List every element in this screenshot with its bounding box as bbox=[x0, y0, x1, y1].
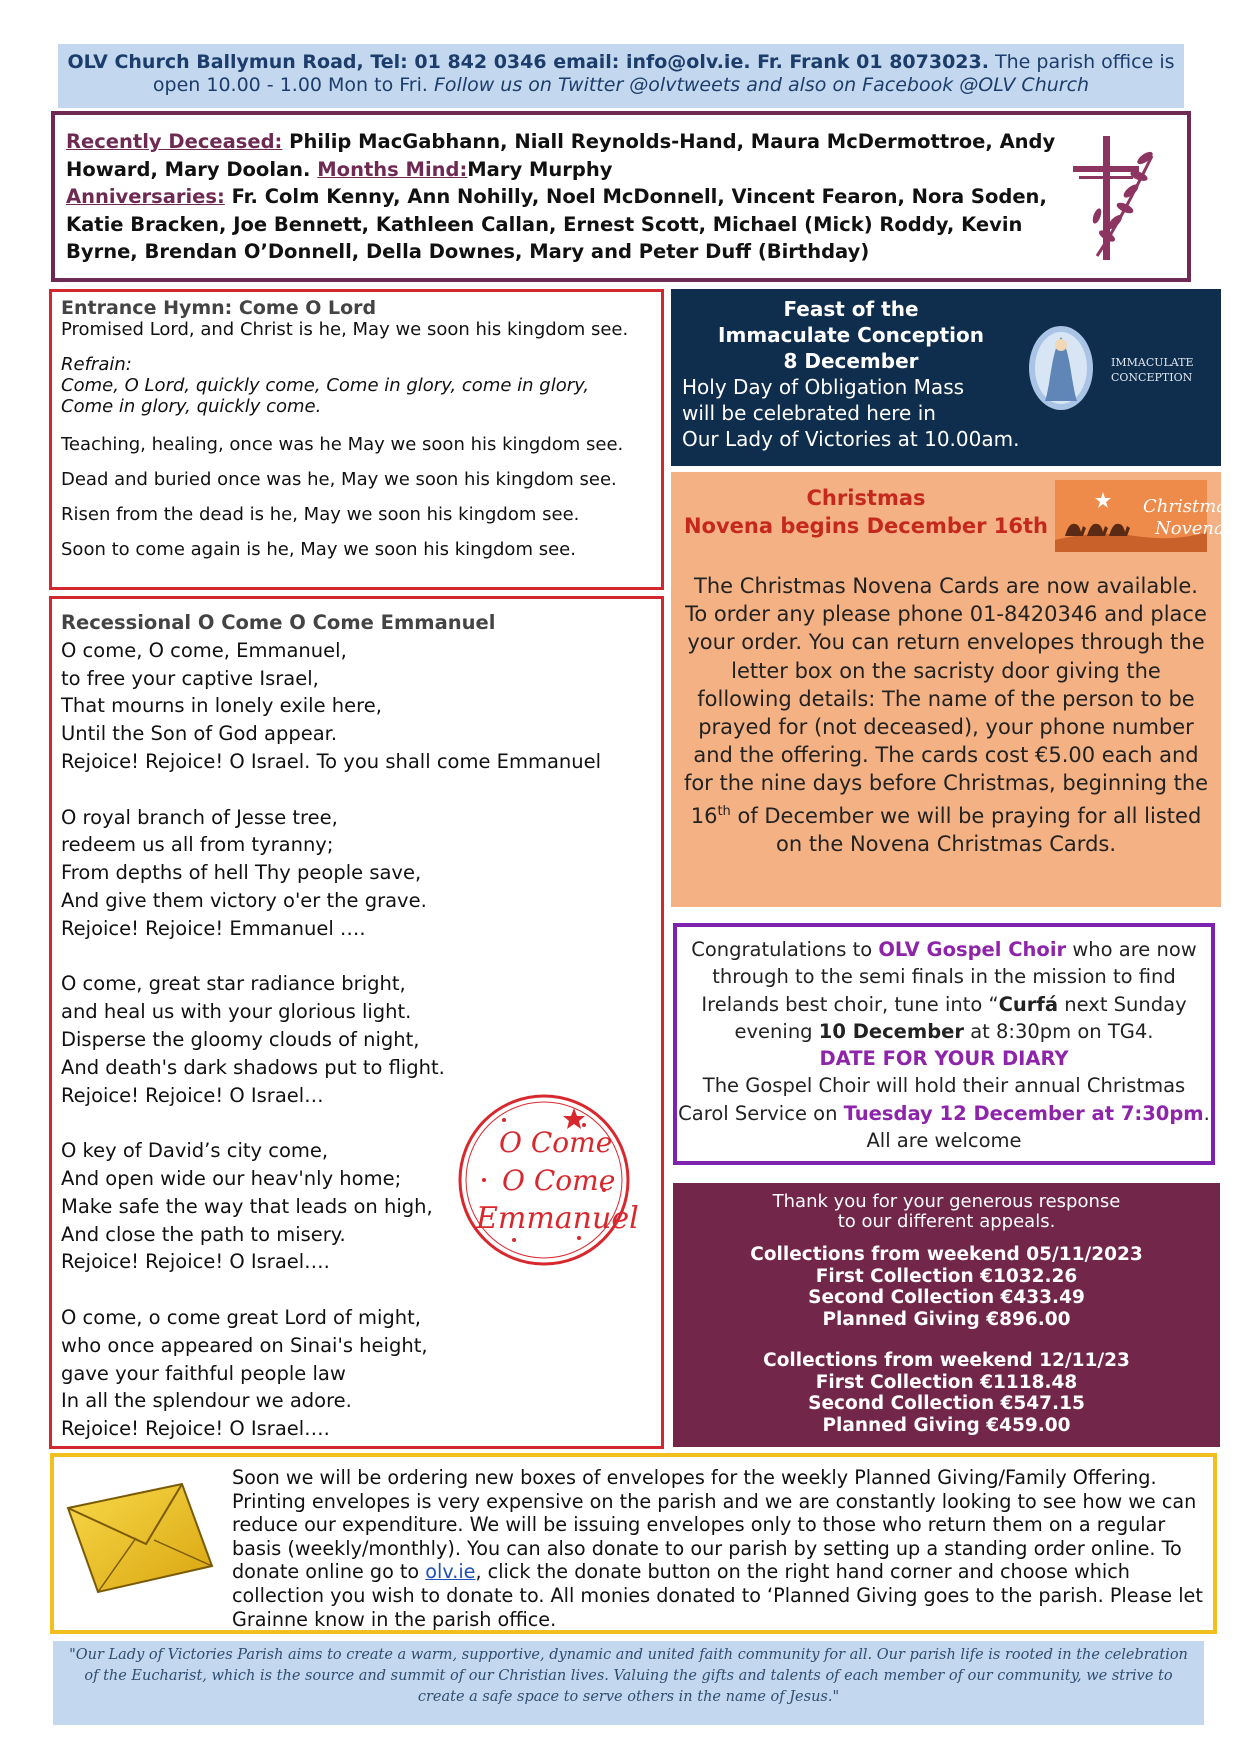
planned-giving: Planned Giving €459.00 bbox=[822, 1414, 1071, 1436]
deceased-box bbox=[51, 111, 1191, 282]
feast-date: 8 December bbox=[783, 349, 919, 373]
social-links: Follow us on Twitter @olvtweets and also on Facebook @OLV Church bbox=[433, 74, 1090, 96]
immaculate-conception-badge bbox=[1023, 323, 1103, 413]
collection-week bbox=[673, 1350, 1220, 1436]
feast-title: Feast of the bbox=[783, 297, 919, 321]
novena-heading: Novena begins December 16th bbox=[683, 514, 1049, 538]
o-come-emmanuel-image bbox=[444, 1080, 644, 1280]
verse-line: to free your captive Israel, bbox=[61, 666, 319, 690]
verse-line: From depths of hell Thy people save, bbox=[61, 861, 422, 885]
hymn-line: Risen from the dead is he, May we soon his kingdom see. bbox=[61, 504, 580, 525]
verse-line: And close the path to misery. bbox=[61, 1222, 346, 1246]
entrance-hymn-box bbox=[49, 289, 664, 590]
first-collection: First Collection €1118.48 bbox=[815, 1371, 1078, 1393]
months-mind-names: Mary Murphy bbox=[467, 157, 613, 181]
verse-line: O key of David’s city come, bbox=[61, 1139, 329, 1163]
refrain-line: Come in glory, quickly come. bbox=[61, 396, 322, 417]
second-collection: Second Collection €433.49 bbox=[808, 1287, 1085, 1308]
donate-link[interactable]: olv.ie bbox=[425, 1560, 476, 1584]
recently-deceased-names: Philip MacGabhann, Niall Reynolds-Hand, Maura McDermottroe, Andy Howard, Mary Doolan. bbox=[66, 130, 1056, 181]
thanks-text: Thank you for your generous response bbox=[772, 1191, 1121, 1212]
svg-text:Christmas: Christmas bbox=[1143, 496, 1237, 517]
badge-text: IMMACULATE bbox=[1111, 356, 1194, 369]
verse-line: O come, o come great Lord of might, bbox=[61, 1305, 422, 1329]
verse-line: gave your faithful people law bbox=[61, 1361, 346, 1385]
hymn-line: Teaching, healing, once was he May we soon his kingdom see. bbox=[61, 434, 624, 455]
mass-info: Our Lady of Victories at 10.00am. bbox=[682, 427, 1020, 451]
second-collection: Second Collection €547.15 bbox=[808, 1393, 1085, 1414]
novena-description: The Christmas Novena Cards are now available. To order any please phone 01-8420346 and place your order. You can return envelopes through the letter box on the sacristy door giving the following details: The name of the person to be prayed for (not deceased), your phone number and the offering. The cards cost €5.00 each and for the nine days before Christmas, beginning the 16th of December we will be praying for all listed on the Novena Christmas Cards. bbox=[683, 574, 1209, 856]
months-mind-label: Months Mind: bbox=[317, 157, 468, 181]
collection-week bbox=[673, 1244, 1220, 1330]
verse-line: That mourns in lonely exile here, bbox=[61, 694, 382, 718]
verse-line: O come, O come, Emmanuel, bbox=[61, 638, 347, 662]
verse-line: In all the splendour we adore. bbox=[61, 1389, 352, 1413]
immaculate-conception-panel bbox=[671, 289, 1221, 466]
verse-line: Make safe the way that leads on high, bbox=[61, 1194, 433, 1218]
mass-info: will be celebrated here in bbox=[682, 401, 936, 425]
mass-info: Holy Day of Obligation Mass bbox=[682, 375, 965, 399]
verse-line: Rejoice! Rejoice! O Israel. To you shall come Emmanuel bbox=[61, 749, 602, 773]
cross-with-branch-icon bbox=[1067, 136, 1163, 260]
anniversaries-names: Fr. Colm Kenny, Ann Nohilly, Noel McDonnell, Vincent Fearon, Nora Soden, Katie Bracken, Joe Bennett, Kathleen Callan, Ernest Scott, Michael (Mick) Roddy, Kevin Byrne, Brendan O’Donnell, Della Downes, Mary and Peter Duff (Birthday) bbox=[66, 185, 1047, 263]
choir-name: OLV Gospel Choir bbox=[878, 938, 1067, 961]
verse-line: who once appeared on Sinai's height, bbox=[61, 1333, 428, 1357]
show-name: Curfá bbox=[998, 992, 1059, 1016]
mission-statement bbox=[53, 1641, 1204, 1725]
diary-heading: DATE FOR YOUR DIARY bbox=[819, 1047, 1069, 1071]
verse-line: O royal branch of Jesse tree, bbox=[61, 805, 338, 829]
verse-line: Rejoice! Rejoice! Emmanuel …. bbox=[61, 916, 366, 940]
verse-line: Rejoice! Rejoice! O Israel…. bbox=[61, 1417, 330, 1441]
envelope-icon bbox=[64, 1480, 216, 1596]
anniversaries-label: Anniversaries: bbox=[66, 185, 225, 208]
thanks-text: to our different appeals. bbox=[837, 1211, 1056, 1232]
verse-line: And open wide our heav'nly home; bbox=[61, 1166, 402, 1190]
planned-giving: Planned Giving €896.00 bbox=[822, 1308, 1071, 1330]
refrain-line: Come, O Lord, quickly come, Come in glory, come in glory, bbox=[61, 375, 590, 396]
verse-line: redeem us all from tyranny; bbox=[61, 833, 334, 857]
novena-heading: Christmas bbox=[806, 486, 926, 510]
feast-title: Immaculate Conception bbox=[718, 323, 984, 347]
hymn-line: Promised Lord, and Christ is he, May we soon his kingdom see. bbox=[61, 319, 629, 340]
hymn-line: Soon to come again is he, May we soon his kingdom see. bbox=[61, 539, 576, 560]
svg-text:O Come: O Come bbox=[499, 1126, 613, 1159]
recently-deceased-label: Recently Deceased: bbox=[66, 130, 283, 153]
verse-line: Rejoice! Rejoice! O Israel…. bbox=[61, 1250, 330, 1274]
verse-line: and heal us with your glorious light. bbox=[61, 1000, 412, 1024]
choir-congratulations: Congratulations to OLV Gospel Choir who are now through to the semi finals in the mission to find Irelands best choir, tune into “Curfá next Sunday evening 10 December at 8:30pm on TG4. bbox=[691, 938, 1197, 1043]
stanza bbox=[61, 637, 653, 776]
contact-header bbox=[58, 44, 1184, 108]
first-collection: First Collection €1032.26 bbox=[815, 1265, 1078, 1287]
contact-details: OLV Church Ballymun Road, Tel: 01 842 0346 email: info@olv.ie. Fr. Frank 01 8073023. bbox=[67, 51, 989, 73]
christmas-novena-image bbox=[1055, 480, 1237, 552]
mission-text: "Our Lady of Victories Parish aims to create a warm, supportive, dynamic and united faith community for all. Our parish life is rooted in the celebration of the Eucharist, which is the source and summit of our Christian lives. Valuing the gifts and talents of each member of our community, we strive to create a safe space to serve others in the name of Jesus." bbox=[69, 1647, 1188, 1705]
carol-date: Tuesday 12 December at 7:30pm bbox=[843, 1101, 1204, 1125]
entrance-hymn-title: Entrance Hymn: Come O Lord bbox=[61, 297, 377, 319]
badge-text: CONCEPTION bbox=[1111, 371, 1193, 384]
svg-text:Novena: Novena bbox=[1155, 518, 1225, 539]
hymn-line: Dead and buried once was he, May we soon his kingdom see. bbox=[61, 469, 617, 490]
verse-line: Rejoice! Rejoice! O Israel… bbox=[61, 1083, 324, 1107]
carol-service-info: The Gospel Choir will hold their annual Christmas Carol Service on Tuesday 12 December at 7:30pm. All are welcome bbox=[678, 1074, 1210, 1153]
verse-line: O come, great star radiance bright, bbox=[61, 972, 406, 996]
verse-line: And give them victory o'er the grave. bbox=[61, 888, 427, 912]
refrain-label: Refrain: bbox=[61, 354, 132, 375]
gospel-choir-notice bbox=[673, 923, 1215, 1165]
collection-week-title: Collections from weekend 12/11/23 bbox=[763, 1350, 1130, 1371]
collections-panel bbox=[673, 1183, 1220, 1447]
recessional-title: Recessional O Come O Come Emmanuel bbox=[61, 611, 496, 634]
planned-giving-text: Soon we will be ordering new boxes of envelopes for the weekly Planned Giving/Family Offering. Printing envelopes is very expensive on the parish and we are constantly looking to see how we can reduce our expenditure. We will be issuing envelopes only to those who return them on a regular basis (weekly/monthly). You can also donate to our parish by setting up a standing order online. To donate online go to olv.ie, click the donate button on the right hand corner and choose which collection you wish to donate to. All monies donated to ‘Planned Giving goes to the parish. Please let Grainne know in the parish office. bbox=[232, 1466, 1203, 1631]
verse-line: And death's dark shadows put to flight. bbox=[61, 1055, 445, 1079]
svg-text:Emmanuel: Emmanuel bbox=[476, 1201, 639, 1236]
collection-week-title: Collections from weekend 05/11/2023 bbox=[750, 1244, 1143, 1265]
office-hours: The parish office is open 10.00 - 1.00 Mon to Fri. bbox=[152, 51, 1175, 96]
verse-line: Until the Son of God appear. bbox=[61, 722, 338, 746]
stanza bbox=[61, 1304, 653, 1443]
recessional-hymn-box bbox=[49, 596, 664, 1449]
stanza bbox=[61, 804, 653, 943]
svg-text:O Come: O Come bbox=[502, 1164, 616, 1197]
show-date: 10 December bbox=[818, 1019, 965, 1043]
planned-giving-notice bbox=[50, 1453, 1217, 1634]
verse-line: Disperse the gloomy clouds of night, bbox=[61, 1027, 420, 1051]
